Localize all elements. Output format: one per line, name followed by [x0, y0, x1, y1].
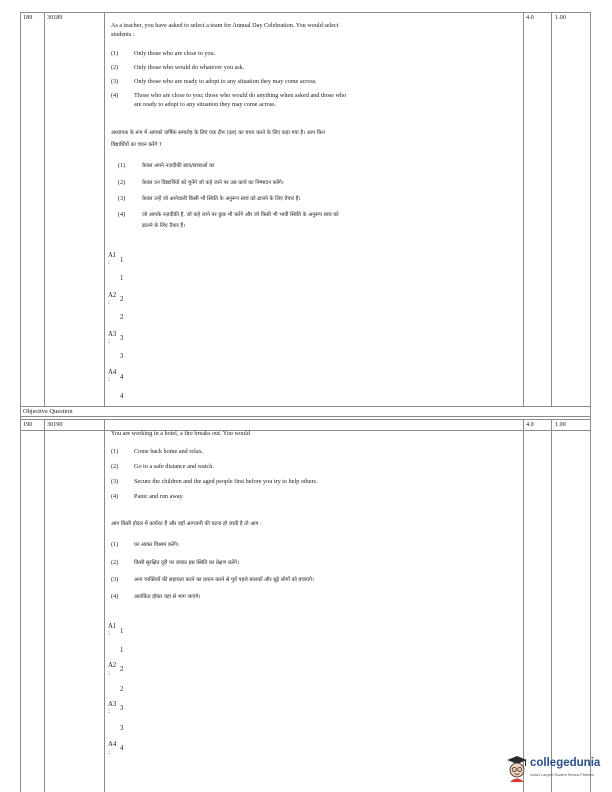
- question-text-hindi: विद्यार्थियों का चयन करेंगे ?: [111, 142, 162, 148]
- answer-value: 2: [120, 296, 124, 303]
- answer-value: 3: [120, 725, 124, 732]
- option-text-hindi: ढालने के लिए तैयार हैं।: [142, 223, 186, 229]
- collegedunia-logo: [506, 755, 610, 785]
- table-rule: [20, 406, 21, 419]
- option-text-hindi: केवल अपने नज़दीकी छात्र/छात्राओं का: [142, 163, 215, 169]
- answer-colon: :: [108, 630, 110, 637]
- table-rule: [590, 419, 591, 792]
- graduate-mascot-icon: [506, 755, 528, 783]
- question-serial: 189: [23, 14, 33, 21]
- option-text: Only those who would do whatever you ask.: [134, 64, 245, 71]
- option-text: are ready to adopt to any situation they may come across.: [134, 101, 277, 108]
- question-text: students :: [111, 31, 135, 38]
- question-marks: 4.0: [526, 14, 534, 21]
- option-number: (4): [111, 593, 119, 600]
- option-number: (1): [118, 162, 126, 169]
- option-number: (3): [111, 78, 119, 85]
- answer-label: A2: [108, 292, 117, 299]
- option-number: (3): [111, 576, 119, 583]
- option-text-hindi: किसी सुरक्षित दूरी पर जाकर इस स्थिति का प्रेक्षण करेंगे।: [134, 560, 239, 566]
- table-rule: [20, 430, 591, 431]
- question-text-hindi: अध्यापक के रूप में आपको वार्षिक समारोह के लिए एक टीम (दल) का चयन करने के लिए कहा गया है। आप किन: [111, 130, 325, 136]
- table-rule: [20, 419, 21, 792]
- answer-colon: :: [108, 749, 110, 756]
- answer-value: 4: [120, 393, 124, 400]
- question-text-hindi: आप किसी होटल में कार्यरत हैं और वहाँ आगजनी की घटना हो जाती है तो आप :: [111, 521, 262, 527]
- table-rule: [523, 419, 524, 792]
- answer-colon: :: [108, 670, 110, 677]
- answer-value: 2: [120, 666, 124, 673]
- brand-tagline: India's Largest Student Review Platform: [530, 773, 594, 777]
- option-text-hindi: अन्य व्यक्तियों की सहायता करने का प्रयत्न करने से पूर्व पहले बालकों और बूढ़े लोगों को बचाएंगे।: [134, 577, 314, 583]
- answer-value: 3: [120, 705, 124, 712]
- option-number: (2): [118, 179, 126, 186]
- option-text-hindi: केवल उन विद्यार्थियों को चुनेंगे जो कहे जाने पर उस कार्य का निष्पादन करेंगे।: [142, 180, 284, 186]
- option-number: (1): [111, 50, 119, 57]
- option-text: Only those who are close to you.: [134, 50, 216, 57]
- answer-value: 4: [120, 745, 124, 752]
- answer-value: 4: [120, 374, 124, 381]
- answer-value: 3: [120, 353, 124, 360]
- table-rule: [104, 12, 105, 407]
- table-rule: [44, 419, 45, 792]
- table-rule: [523, 12, 524, 407]
- question-text: As a teacher, you have asked to select a team for Annual Day Celebration. You would select: [111, 22, 339, 29]
- table-rule: [20, 406, 591, 407]
- negative-marks: 1.00: [555, 421, 566, 428]
- answer-label: A4: [108, 741, 117, 748]
- option-number: (1): [111, 448, 119, 455]
- answer-label: A4: [108, 369, 117, 376]
- negative-marks: 1.00: [555, 14, 566, 21]
- option-number: (2): [111, 463, 119, 470]
- option-number: (3): [118, 195, 126, 202]
- answer-value: 2: [120, 314, 124, 321]
- question-id: 30189: [47, 14, 63, 21]
- answer-colon: :: [108, 299, 110, 306]
- answer-label: A3: [108, 331, 117, 338]
- option-number: (3): [111, 478, 119, 485]
- question-marks: 4.0: [526, 421, 534, 428]
- option-number: (1): [111, 541, 119, 548]
- question-serial: 190: [23, 421, 33, 428]
- option-text: Panic and run away.: [134, 493, 184, 500]
- option-text-hindi: केवल उन्हें जो आनेवाली किसी भी स्थिति के अनुरूप स्वयं को ढालने के लिए तैयार हैं।: [142, 196, 301, 202]
- table-rule: [20, 12, 591, 13]
- table-rule: [44, 12, 45, 407]
- option-text-hindi: जो आपके नज़दीकी है, जो कहे जाने पर कुछ भी करेंगे और जो किसी भी भावी स्थिति के अनुरूप स्वयं को: [142, 212, 339, 218]
- option-text-hindi: घर आकर विश्राम करेंगे।: [134, 542, 179, 548]
- option-number: (2): [111, 64, 119, 71]
- table-rule: [551, 12, 552, 407]
- section-label: Objective Question: [23, 408, 73, 415]
- option-text: Secure the children and the aged people first before you try to help others.: [134, 478, 318, 485]
- answer-label: A2: [108, 662, 117, 669]
- question-id: 30190: [47, 421, 63, 428]
- answer-label: A3: [108, 701, 117, 708]
- answer-value: 1: [120, 647, 124, 654]
- answer-value: 3: [120, 335, 124, 342]
- answer-value: 1: [120, 628, 124, 635]
- table-rule: [20, 416, 591, 417]
- option-number: (4): [118, 211, 126, 218]
- question-text: You are working in a hotel, a fire breaks out. You would: [111, 430, 250, 437]
- option-number: (4): [111, 92, 119, 99]
- answer-label: A1: [108, 252, 117, 259]
- table-rule: [551, 419, 552, 792]
- brand-name: collegedunia: [530, 757, 601, 769]
- option-number: (4): [111, 493, 119, 500]
- answer-colon: :: [108, 376, 110, 383]
- table-rule: [20, 419, 591, 420]
- answer-value: 1: [120, 257, 124, 264]
- option-text: Come back home and relax.: [134, 448, 204, 455]
- option-text: Go to a safe distance and watch.: [134, 463, 214, 470]
- table-rule: [20, 12, 21, 407]
- table-rule: [590, 12, 591, 407]
- option-text-hindi: आतंकित होकर वहां से भाग जाएंगे।: [134, 594, 201, 600]
- option-text: Only those who are ready to adopt to any situation they may come across.: [134, 78, 317, 85]
- answer-value: 2: [120, 686, 124, 693]
- answer-colon: :: [108, 708, 110, 715]
- table-rule: [590, 406, 591, 419]
- answer-colon: :: [108, 338, 110, 345]
- answer-value: 1: [120, 275, 124, 282]
- answer-label: A1: [108, 623, 117, 630]
- table-rule: [104, 419, 105, 792]
- answer-colon: :: [108, 259, 110, 266]
- option-number: (2): [111, 559, 119, 566]
- option-text: Those who are close to you; those who would do anything when asked and those who: [134, 92, 347, 99]
